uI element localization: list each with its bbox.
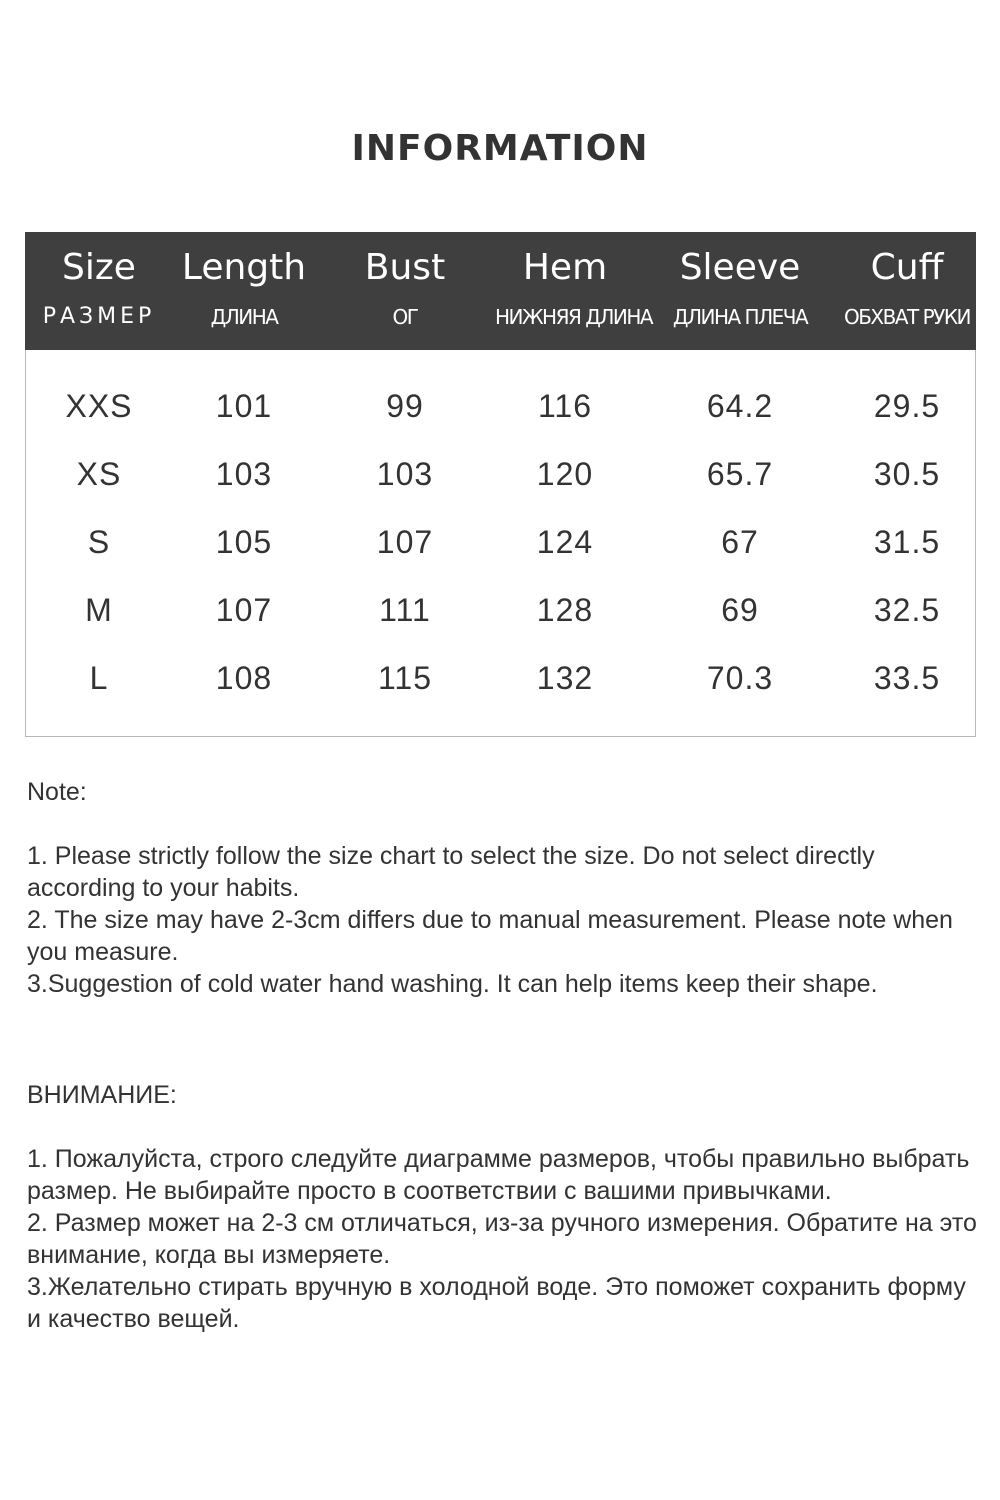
cell-bust: 99: [386, 388, 424, 424]
column-header-sublabel: РАЗМЕР: [42, 304, 156, 329]
page-title: INFORMATION: [351, 128, 649, 169]
table-row: [25, 372, 976, 440]
note-item: 1. Please strictly follow the size chart to select the size. Do not select directly according to your habits.: [27, 842, 875, 902]
column-header-size: [25, 232, 173, 350]
column-header-label: Size: [62, 247, 136, 288]
column-header-sleeve: [655, 232, 825, 350]
cell-hem: 128: [536, 592, 594, 628]
cell-bust: 107: [376, 524, 434, 560]
cell-hem: 132: [536, 660, 594, 696]
cell-length: 107: [215, 592, 273, 628]
cell-cuff: 29.5: [873, 388, 941, 424]
cell-length: 108: [215, 660, 273, 696]
cell-sleeve: 69: [721, 592, 759, 628]
cell-sleeve: 65.7: [706, 456, 774, 492]
column-header-sublabel: ДЛИНА ПЛЕЧА: [672, 305, 808, 329]
cell-sleeve: 64.2: [706, 388, 774, 424]
column-header-label: Length: [181, 247, 307, 288]
cell-hem: 120: [536, 456, 594, 492]
column-header-label: Sleeve: [679, 247, 801, 288]
note-en-section: [27, 776, 977, 1000]
cell-sleeve: 67: [721, 524, 759, 560]
size-table: [25, 232, 976, 737]
cell-bust: 115: [377, 660, 432, 696]
column-header-label: Hem: [522, 247, 608, 288]
cell-size: M: [85, 592, 113, 628]
cell-cuff: 32.5: [873, 592, 941, 628]
note-item: 3.Suggestion of cold water hand washing. It can help items keep their shape.: [27, 970, 878, 998]
cell-length: 101: [215, 388, 273, 424]
cell-size: L: [89, 660, 109, 696]
column-header-sublabel: НИЖНЯЯ ДЛИНА: [495, 305, 653, 329]
cell-hem: 116: [537, 388, 592, 424]
column-header-length: [173, 232, 315, 350]
cell-bust: 103: [376, 456, 434, 492]
cell-sleeve: 70.3: [706, 660, 774, 696]
cell-size: XS: [76, 456, 122, 492]
column-header-hem: [495, 232, 653, 350]
column-header-label: Cuff: [870, 247, 944, 288]
table-row: [25, 644, 976, 712]
cell-cuff: 33.5: [873, 660, 941, 696]
column-header-bust: [315, 232, 495, 350]
cell-bust: 111: [379, 592, 431, 628]
cell-size: XXS: [65, 388, 133, 424]
column-header-label: Bust: [364, 247, 446, 288]
cell-cuff: 31.5: [873, 524, 941, 560]
cell-length: 103: [215, 456, 273, 492]
table-row: [25, 576, 976, 644]
note-item: 2. Размер может на 2-3 см отличаться, из-за ручного измерения. Обратите на это внимание, когда вы измеряете.: [27, 1209, 977, 1269]
cell-cuff: 30.5: [873, 456, 941, 492]
table-row: [25, 440, 976, 508]
cell-hem: 124: [536, 524, 594, 560]
cell-length: 105: [215, 524, 273, 560]
table-row: [25, 508, 976, 576]
column-header-sublabel: ОГ: [392, 305, 418, 329]
table-header: [25, 232, 976, 350]
cell-size: S: [87, 524, 111, 560]
column-header-sublabel: ОБХВАТ РУКИ: [843, 305, 971, 329]
note-item: 2. The size may have 2-3cm differs due to manual measurement. Please note when you measure.: [27, 906, 953, 966]
column-header-sublabel: ДЛИНА: [210, 305, 278, 329]
note-heading: Note:: [27, 778, 87, 806]
note-item: 3.Желательно стирать вручную в холодной воде. Это поможет сохранить форму и качество вещей.: [27, 1273, 966, 1333]
note-item: 1. Пожалуйста, строго следуйте диаграмме размеров, чтобы правильно выбрать размер. Не выбирайте просто в соответствии с вашими привычками.: [27, 1145, 970, 1205]
column-header-cuff: [835, 232, 979, 350]
note-heading: ВНИМАНИЕ:: [27, 1081, 177, 1109]
note-ru-section: [27, 1079, 977, 1335]
